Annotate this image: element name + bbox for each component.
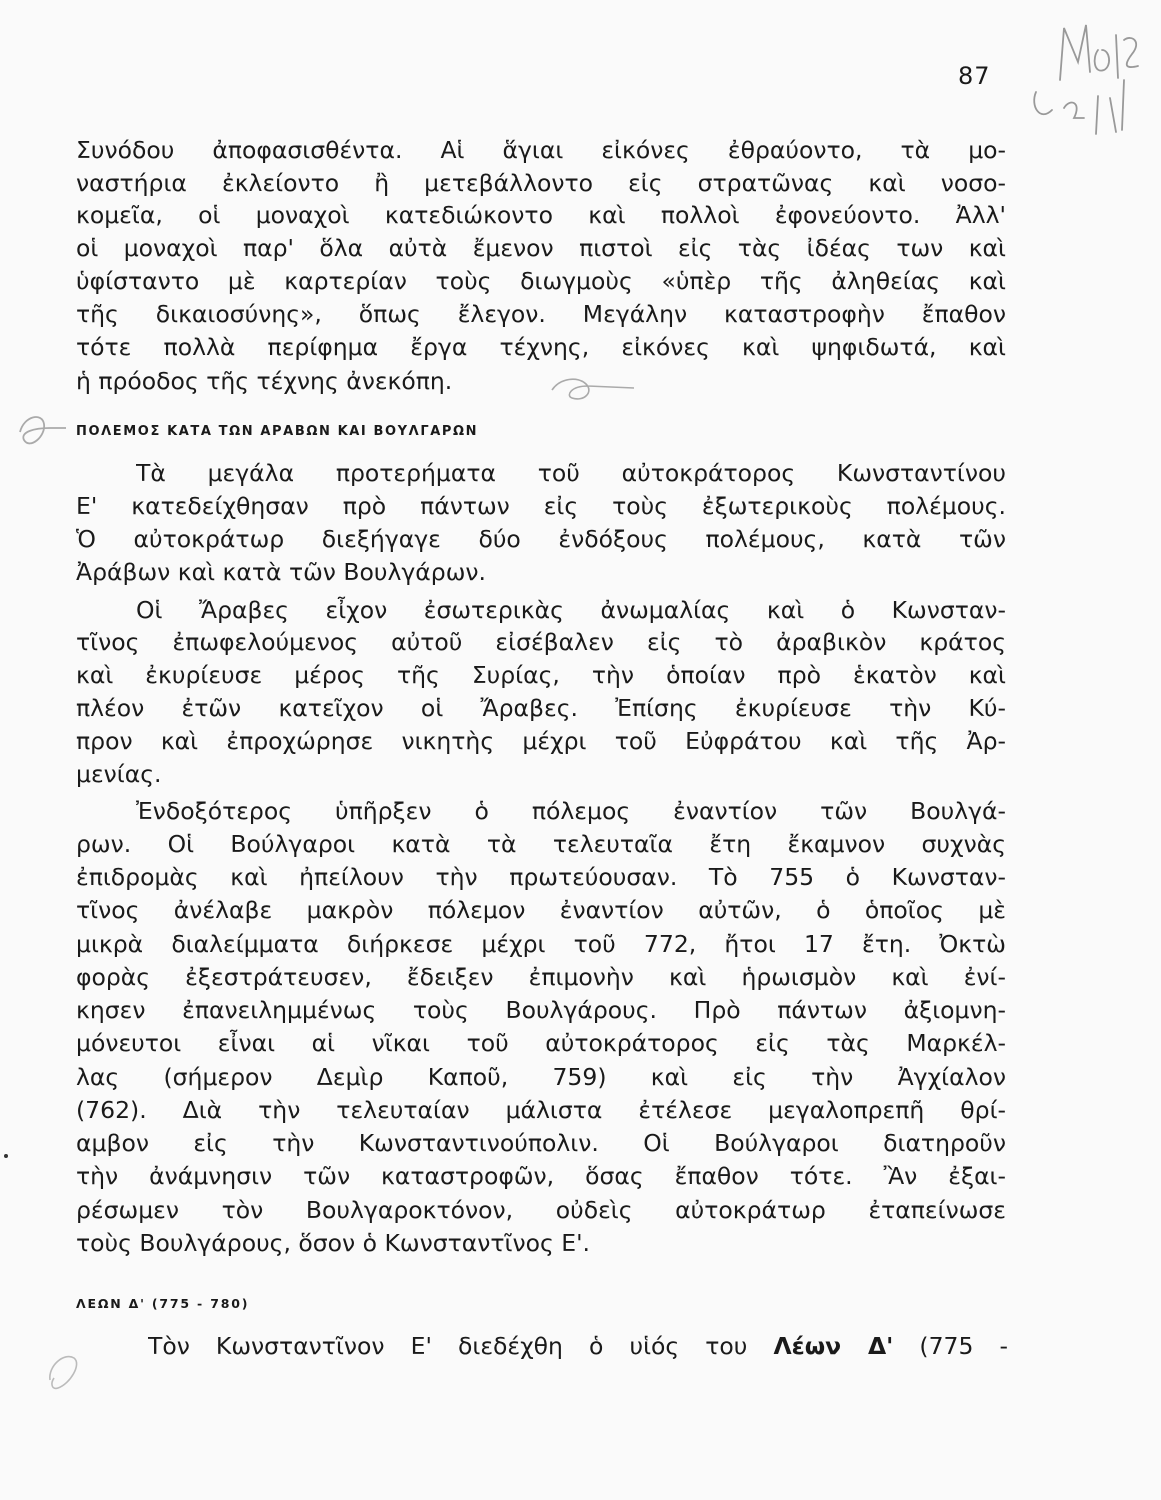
- text-line: Ἐνδοξότερος ὑπῆρξεν ὁ πόλεμος ἐναντίον τῶν Βουλγά-: [136, 797, 1006, 825]
- text-run: Τὸν Κωνσταντῖνον Ε' διεδέχθη ὁ υἱός του: [148, 1332, 774, 1360]
- text-line: αμβον εἰς τὴν Κωνσταντινούπολιν. Οἱ Βούλγαροι διατηροῦν: [76, 1129, 1006, 1157]
- stray-dot: [4, 1154, 8, 1158]
- text-line: Συνόδου ἀποφασισθέντα. Αἱ ἅγιαι εἰκόνες ἐθραύοντο, τὰ μο-: [76, 136, 1006, 164]
- text-line: λας (σήμερον Δεμὶρ Καποῦ, 759) καὶ εἰς τὴν Ἀγχίαλον: [76, 1063, 1006, 1091]
- text-line: κησεν ἐπανειλημμένως τοὺς Βουλγάρους. Πρὸ πάντων ἀξιομνη-: [76, 996, 1006, 1024]
- paragraph-leo: [148, 1331, 1008, 1361]
- text-line: κομεῖα, οἱ μοναχοὶ κατεδιώκοντο καὶ πολλοὶ ἐφονεύοντο. Ἀλλ': [76, 201, 1006, 229]
- section-heading-leo: ΛΕΩΝ Δ' (775 - 780): [76, 1296, 250, 1311]
- text-line: Τὰ μεγάλα προτερήματα τοῦ αὐτοκράτορος Κωνσταντίνου: [136, 459, 1006, 487]
- text-line: προν καὶ ἐπροχώρησε νικητὴς μέχρι τοῦ Εὐφράτου καὶ τῆς Ἀρ-: [76, 727, 1006, 755]
- page-number: 87: [958, 62, 991, 90]
- margin-loop-mark-icon: [10, 402, 70, 462]
- text-line: τῖνος ἀνέλαβε μακρὸν πόλεμον ἐναντίον αὐτῶν, ὁ ὁποῖος μὲ: [76, 896, 1006, 924]
- text-line: ἐπιδρομὰς καὶ ἠπείλουν τὴν πρωτεύουσαν. Τὸ 755 ὁ Κωνσταν-: [76, 863, 1006, 891]
- text-line: ρέσωμεν τὸν Βουλγαροκτόνον, οὐδεὶς αὐτοκράτωρ ἐταπείνωσε: [76, 1196, 1006, 1224]
- text-line: ρων. Οἱ Βούλγαροι κατὰ τὰ τελευταῖα ἔτη ἔκαμνον συχνὰς: [76, 830, 1006, 858]
- handwritten-margin-note-icon: [1020, 10, 1155, 145]
- text-line: τῖνος ἐπωφελούμενος αὐτοῦ εἰσέβαλεν εἰς τὸ ἀραβικὸν κράτος: [76, 628, 1006, 656]
- text-line: Ἀράβων καὶ κατὰ τῶν Βουλγάρων.: [76, 558, 486, 586]
- text-line: Οἱ Ἄραβες εἶχον ἐσωτερικὰς ἀνωμαλίας καὶ ὁ Κωνσταν-: [136, 596, 1006, 624]
- text-line: ναστήρια ἐκλείοντο ἢ μετεβάλλοντο εἰς στρατῶνας καὶ νοσο-: [76, 169, 1006, 197]
- text-line: τὴν ἀνάμνησιν τῶν καταστροφῶν, ὅσας ἔπαθον τότε. Ἂν ἐξαι-: [76, 1162, 1006, 1190]
- text-line: Ε' κατεδείχθησαν πρὸ πάντων εἰς τοὺς ἐξωτερικοὺς πολέμους.: [76, 492, 1006, 520]
- text-line: ὑφίσταντο μὲ καρτερίαν τοὺς διωγμοὺς «ὑπὲρ τῆς ἀληθείας καὶ: [76, 267, 1006, 295]
- text-line: Ὁ αὐτοκράτωρ διεξήγαγε δύο ἐνδόξους πολέμους, κατὰ τῶν: [76, 525, 1006, 553]
- text-line: καὶ ἐκυρίευσε μέρος τῆς Συρίας, τὴν ὁποίαν πρὸ ἑκατὸν καὶ: [76, 661, 1006, 689]
- text-line: ἡ πρόοδος τῆς τέχνης ἀνεκόπη.: [76, 367, 453, 395]
- text-line: μενίας.: [76, 760, 162, 788]
- text-line: τῆς δικαιοσύνης», ὅπως ἔλεγον. Μεγάλην καταστροφὴν ἔπαθον: [76, 300, 1006, 328]
- text-run: (775 -: [893, 1332, 1008, 1360]
- text-line: οἱ μοναχοὶ παρ' ὅλα αὐτὰ ἔμενον πιστοὶ εἰς τὰς ἰδέας των καὶ: [76, 234, 1006, 262]
- text-line: μόνευτοι εἶναι αἱ νῖκαι τοῦ αὐτοκράτορος εἰς τὰς Μαρκέλ-: [76, 1029, 1006, 1057]
- text-line: φορὰς ἐξεστράτευσεν, ἔδειξεν ἐπιμονὴν καὶ ἡρωισμὸν καὶ ἐνί-: [76, 963, 1006, 991]
- text-line: πλέον ἐτῶν κατεῖχον οἱ Ἄραβες. Ἐπίσης ἐκυρίευσε τὴν Κύ-: [76, 694, 1006, 722]
- bottom-pencil-mark-icon: [40, 1338, 90, 1398]
- leo-name-bold: Λέων Δ': [773, 1332, 894, 1360]
- text-line: τοὺς Βουλγάρους, ὅσον ὁ Κωνσταντῖνος Ε'.: [76, 1229, 591, 1257]
- text-line: μικρὰ διαλείμματα διήρκεσε μέχρι τοῦ 772, ἤτοι 17 ἔτη. Ὀκτὼ: [76, 930, 1006, 958]
- text-line: τότε πολλὰ περίφημα ἔργα τέχνης, εἰκόνες καὶ ψηφιδωτά, καὶ: [76, 333, 1006, 361]
- section-heading-wars: ΠΟΛΕΜΟΣ ΚΑΤΑ ΤΩΝ ΑΡΑΒΩΝ ΚΑΙ ΒΟΥΛΓΑΡΩΝ: [76, 424, 479, 439]
- text-line: (762). Διὰ τὴν τελευταίαν μάλιστα ἐτέλεσε μεγαλοπρεπῆ θρί-: [76, 1096, 1006, 1124]
